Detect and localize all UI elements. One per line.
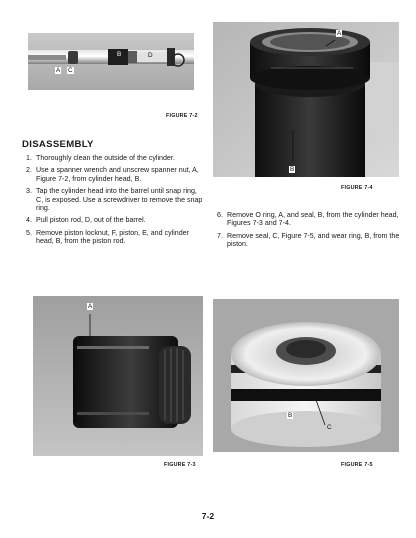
step-number: 5. [26, 228, 32, 237]
step-item [22, 166, 204, 183]
step-text: Remove O ring, A, and seal, B, from the cylinder head, Figures 7-3 and 7-4. [227, 211, 399, 228]
figure-7-4-caption: FIGURE 7-4 [341, 185, 373, 191]
step-number: 6. [217, 211, 223, 219]
step-text: Remove piston locknut, F, piston, E, and cylinder head, B, from the piston rod. [36, 228, 189, 246]
step-number: 3. [26, 187, 32, 196]
figure-7-4-label-b: B [290, 166, 295, 173]
step-item [22, 229, 204, 246]
section-heading: DISASSEMBLY [22, 139, 94, 150]
figure-7-2-label-c: C [68, 67, 73, 74]
step-text: Remove seal, C, Figure 7-5, and wear ring, B, from the piston. [227, 231, 400, 249]
figure-7-3-caption: FIGURE 7-3 [164, 462, 196, 468]
figure-7-4-label-a: A [337, 30, 342, 37]
figure-7-5-label-b: B [288, 412, 293, 419]
step-text: Tap the cylinder head into the barrel until snap ring, C, is exposed. Use a screwdriver to remove the snap ring. [36, 187, 203, 213]
step-item [22, 187, 204, 212]
figure-7-4-photo [213, 22, 399, 177]
figure-7-2-caption: FIGURE 7-2 [166, 113, 198, 119]
figure-7-2-label-d: D [148, 52, 153, 59]
figure-7-5-caption: FIGURE 7-5 [341, 462, 373, 468]
steps-list-right [213, 211, 403, 253]
figure-7-5-photo [213, 299, 399, 452]
figure-7-5-label-c: C [327, 424, 332, 431]
figure-7-2-label-b: B [117, 51, 122, 58]
figure-7-2-photo [28, 33, 194, 90]
step-number: 4. [26, 216, 32, 225]
step-number: 1. [26, 154, 32, 162]
step-number: 2. [26, 166, 32, 175]
step-item [22, 154, 204, 162]
figure-7-2-label-a: A [56, 67, 61, 74]
steps-list-left [22, 154, 204, 250]
step-item [213, 232, 403, 249]
step-item [213, 211, 403, 228]
step-text: Thoroughly clean the outside of the cylinder. [36, 154, 175, 162]
step-text: Pull piston rod, D, out of the barrel. [36, 216, 146, 225]
figure-7-3-label-a: A [88, 303, 93, 310]
figure-7-3-photo [33, 296, 203, 456]
page-number: 7-2 [201, 511, 215, 521]
step-item [22, 216, 204, 224]
step-number: 7. [217, 231, 223, 240]
step-text: Use a spanner wrench and unscrew spanner nut, A, Figure 7-2, from cylinder head, B. [36, 166, 199, 183]
